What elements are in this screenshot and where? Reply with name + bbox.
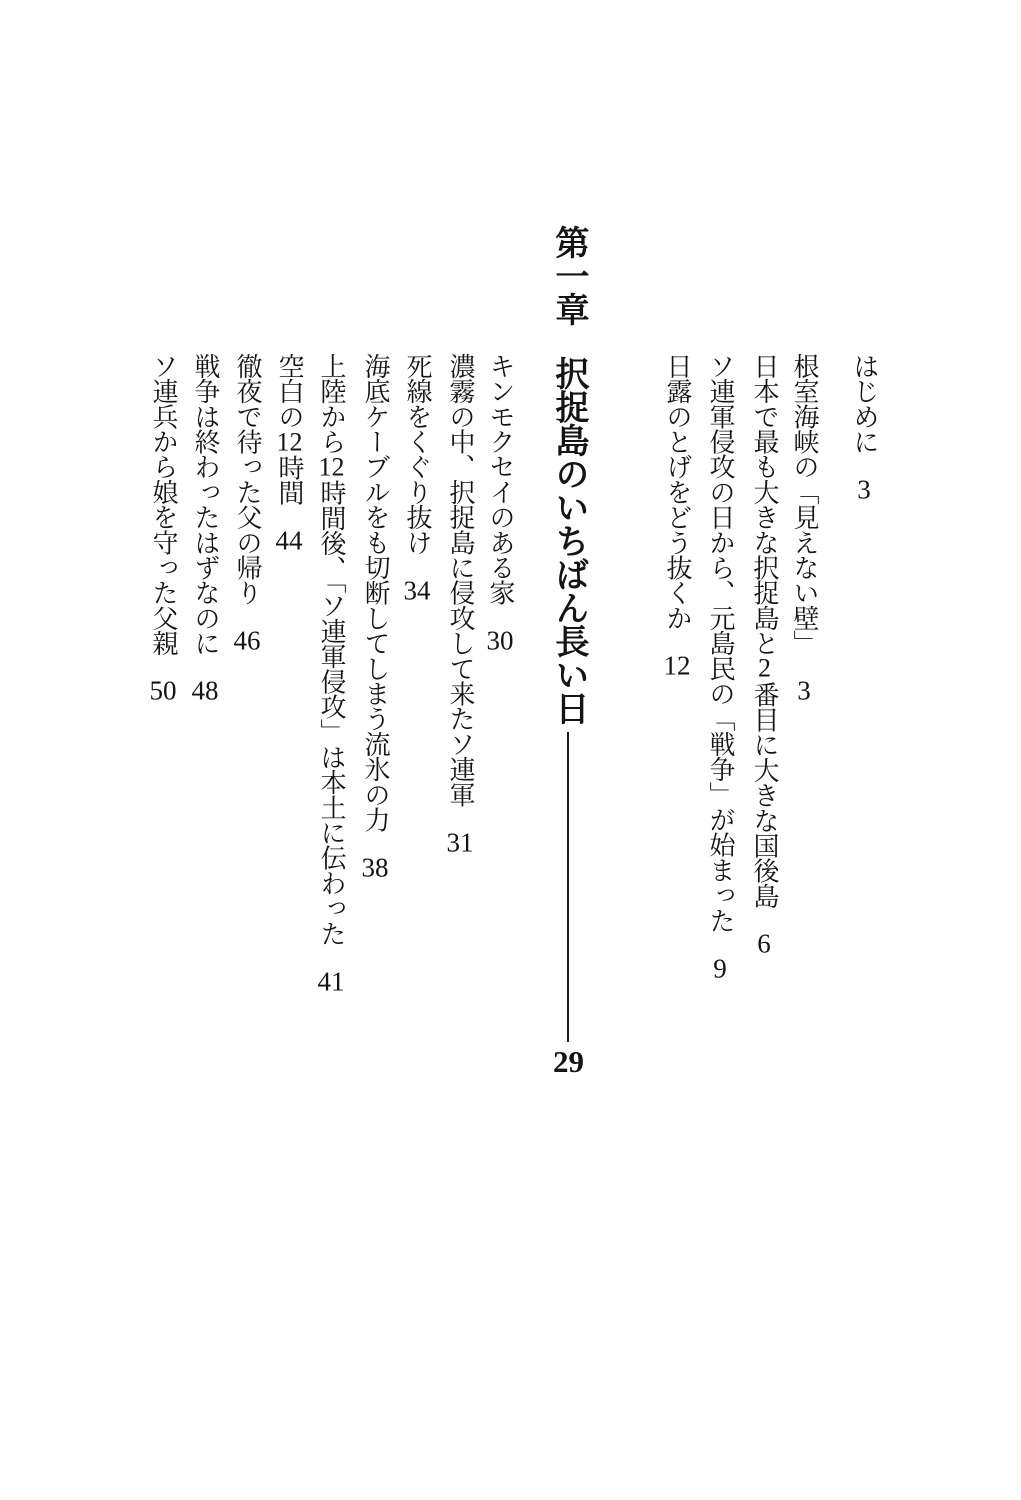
entry-page-number: 3 <box>857 475 871 503</box>
entry-title: ソ連兵から娘を守った父親 <box>149 353 178 656</box>
entry-title: 空白の12時間 <box>275 353 304 506</box>
entry-page-number: 12 <box>663 652 691 680</box>
toc-entry <box>184 353 226 704</box>
toc-entry <box>743 353 785 957</box>
toc-entry <box>142 353 184 704</box>
toc-entry <box>656 353 698 679</box>
entry-page-number: 46 <box>233 627 261 655</box>
leader-line <box>567 732 569 1042</box>
entry-title: ソ連軍侵攻の日から、元島民の「戦争」が始まった <box>706 353 735 933</box>
entry-title: 日本で最も大きな択捉島と2番目に大きな国後島 <box>750 353 779 909</box>
entry-title: 根室海峡の「見えない壁」 <box>790 353 819 656</box>
toc-entry <box>783 353 825 704</box>
entry-page-number: 9 <box>713 954 727 982</box>
entry-page-number: 34 <box>403 576 431 604</box>
entry-page-number: 30 <box>486 627 514 655</box>
toc-entry <box>354 353 396 881</box>
entry-page-number: 48 <box>191 677 219 705</box>
toc-entry <box>699 353 741 982</box>
toc-entry <box>439 353 481 856</box>
chapter-page-number: 29 <box>553 1046 584 1077</box>
toc-entry <box>268 353 310 554</box>
toc-entry <box>396 353 438 604</box>
entry-title: 戦争は終わったはずなのに <box>191 353 220 656</box>
chapter-title: 択捉島のいちばん長い日 <box>550 355 587 724</box>
toc-entry-intro <box>843 353 885 503</box>
entry-title: 濃霧の中、択捉島に侵攻して来たソ連軍 <box>446 353 475 807</box>
entry-page-number: 44 <box>275 527 303 555</box>
entry-page-number: 41 <box>317 967 345 995</box>
toc-entry <box>479 353 521 654</box>
chapter-number-label: 第一章 <box>550 225 587 326</box>
entry-page-number: 6 <box>757 930 771 958</box>
entry-title: 徹夜で待った父の帰り <box>233 353 262 606</box>
entry-page-number: 50 <box>149 677 177 705</box>
entry-title: 死線をくぐり抜け <box>403 353 432 555</box>
entry-title: はじめに <box>850 353 879 454</box>
toc-entry <box>310 353 352 995</box>
entry-title: 上陸から12時間後、「ソ連軍侵攻」は本土に伝わった <box>317 353 346 946</box>
toc-entry <box>226 353 268 654</box>
entry-title: 海底ケーブルをも切断してしまう流氷の力 <box>361 353 390 832</box>
entry-page-number: 38 <box>361 853 389 881</box>
entry-title: キンモクセイのある家 <box>486 353 515 606</box>
entry-page-number: 31 <box>446 828 474 856</box>
chapter-heading <box>542 225 594 1077</box>
entry-title: 日露のとげをどう抜くか <box>663 353 692 631</box>
entry-page-number: 3 <box>797 677 811 705</box>
